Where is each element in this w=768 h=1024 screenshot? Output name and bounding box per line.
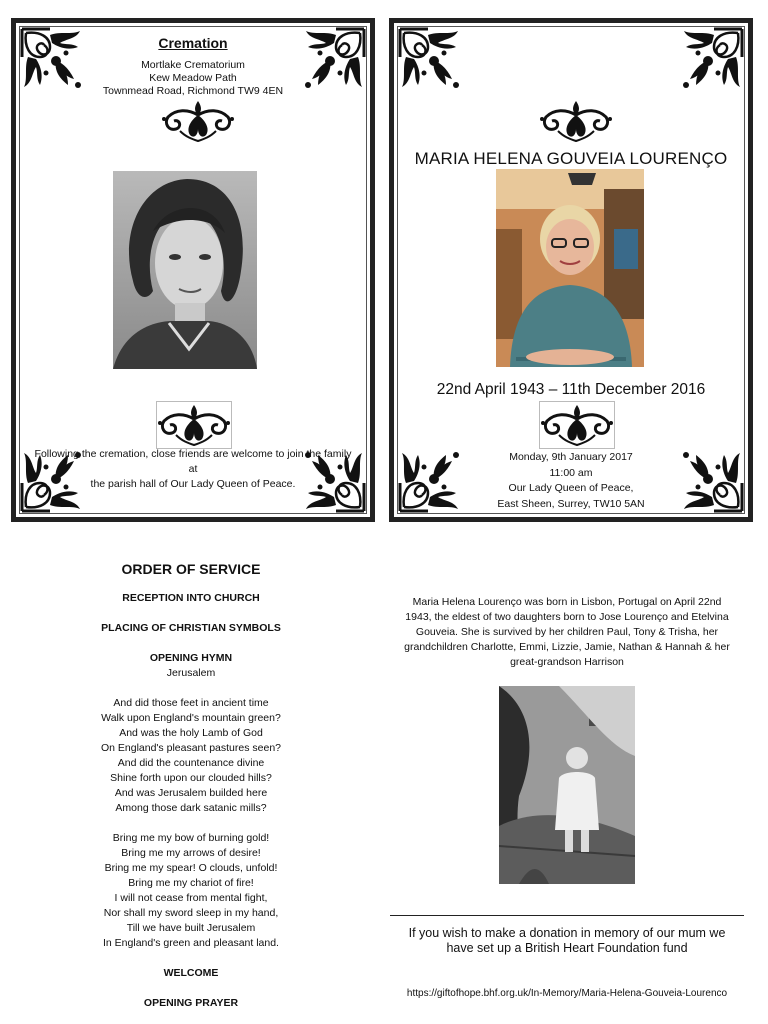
- hymn-line: Bring me my spear! O clouds, unfold!: [104, 862, 278, 874]
- order-of-service: [60, 562, 322, 1011]
- portrait-photo-elderly: [496, 169, 644, 367]
- notice-line: at: [188, 463, 198, 475]
- service-details: [394, 450, 748, 512]
- life-dates: 22nd April 1943 – 11th December 2016: [436, 381, 706, 398]
- service-date: Monday, 9th January 2017: [509, 451, 633, 463]
- flourish-icon: [156, 403, 232, 447]
- donation-notice: [390, 926, 744, 956]
- deceased-name: MARIA HELENA GOUVEIA LOURENÇO: [414, 149, 728, 168]
- crematorium-address: [16, 59, 370, 98]
- symbols-heading: PLACING OF CHRISTIAN SYMBOLS: [101, 622, 281, 634]
- hymn-line: Bring me my bow of burning gold!: [112, 832, 270, 844]
- hymn-line: Shine forth upon our clouded hills?: [110, 772, 272, 784]
- hymn-line: I will not cease from mental fight,: [114, 892, 268, 904]
- flourish-frame: [539, 401, 615, 449]
- flourish-frame: [156, 401, 232, 449]
- bio-line: Gouveia. She is survived by her children Paul, Tony & Trisha, her: [415, 626, 719, 638]
- hymn-verse: [60, 831, 322, 951]
- notice-line: the parish hall of Our Lady Queen of Peace.: [90, 478, 296, 490]
- ornate-corner-icon: [678, 27, 744, 93]
- ornate-corner-icon: [398, 27, 464, 93]
- hymn-line: Walk upon England's mountain green?: [101, 712, 281, 724]
- address-line: Townmead Road, Richmond TW9 4EN: [102, 85, 284, 97]
- hymn-heading: OPENING HYMN: [149, 652, 233, 664]
- hymn-line: On England's pleasant pastures seen?: [100, 742, 282, 754]
- donation-link[interactable]: https://giftofhope.bhf.org.uk/In-Memory/Maria-Helena-Gouveia-Lourenco: [406, 988, 728, 999]
- bio-line: great-grandson Harrison: [510, 656, 624, 668]
- hymn-line: Bring me my chariot of fire!: [128, 877, 254, 889]
- hymn-line: And did those feet in ancient time: [113, 697, 269, 709]
- bio-line: 1943, the eldest of two daughters born to Jose Lourenço and Etelvina: [405, 611, 729, 623]
- bio-line: Maria Helena Lourenço was born in Lisbon, Portugal on April 22nd: [412, 596, 722, 608]
- childhood-photo: [499, 686, 635, 884]
- welcome-heading: WELCOME: [163, 967, 219, 979]
- divider: [390, 915, 744, 916]
- hymn-line: Bring me my arrows of desire!: [121, 847, 261, 859]
- portrait-photo-young: [113, 171, 257, 369]
- address-line: Mortlake Crematorium: [141, 59, 245, 71]
- flourish-icon: [538, 99, 614, 143]
- bio-line: grandchildren Charlotte, Emmi, Lizzie, Jamie, Nathan & Hannah & her: [404, 641, 730, 653]
- hymn-line: And was the holy Lamb of God: [119, 727, 263, 739]
- biography: [390, 595, 744, 670]
- flourish-icon: [160, 99, 236, 143]
- address-line: Kew Meadow Path: [149, 72, 237, 84]
- donation-line: If you wish to make a donation in memory of our mum we: [408, 926, 726, 940]
- hymn-line: In England's green and pleasant land.: [103, 937, 279, 949]
- reception-heading: RECEPTION INTO CHURCH: [122, 592, 260, 604]
- service-venue: Our Lady Queen of Peace,: [508, 482, 634, 494]
- cremation-card: [11, 18, 375, 522]
- hymn-line: And was Jerusalem builded here: [114, 787, 268, 799]
- hymn-line: Among those dark satanic mills?: [115, 802, 267, 814]
- memorial-cover-card: [389, 18, 753, 522]
- notice-line: Following the cremation, close friends are welcome to join the family: [34, 448, 352, 460]
- hymn-line: Till we have built Jerusalem: [126, 922, 256, 934]
- hymn-line: And did the countenance divine: [117, 757, 265, 769]
- service-address: East Sheen, Surrey, TW10 5AN: [497, 497, 645, 510]
- hymn-verse: [60, 696, 322, 816]
- donation-line: have set up a British Heart Foundation fund: [446, 941, 688, 955]
- hymn-name: Jerusalem: [166, 667, 216, 679]
- hymn-line: Nor shall my sword sleep in my hand,: [103, 907, 279, 919]
- prayer-heading: OPENING PRAYER: [143, 997, 239, 1009]
- reception-notice: [16, 447, 370, 492]
- flourish-icon: [539, 403, 615, 447]
- service-time: 11:00 am: [549, 466, 593, 479]
- cremation-title: Cremation: [158, 35, 228, 51]
- order-title: ORDER OF SERVICE: [121, 561, 261, 577]
